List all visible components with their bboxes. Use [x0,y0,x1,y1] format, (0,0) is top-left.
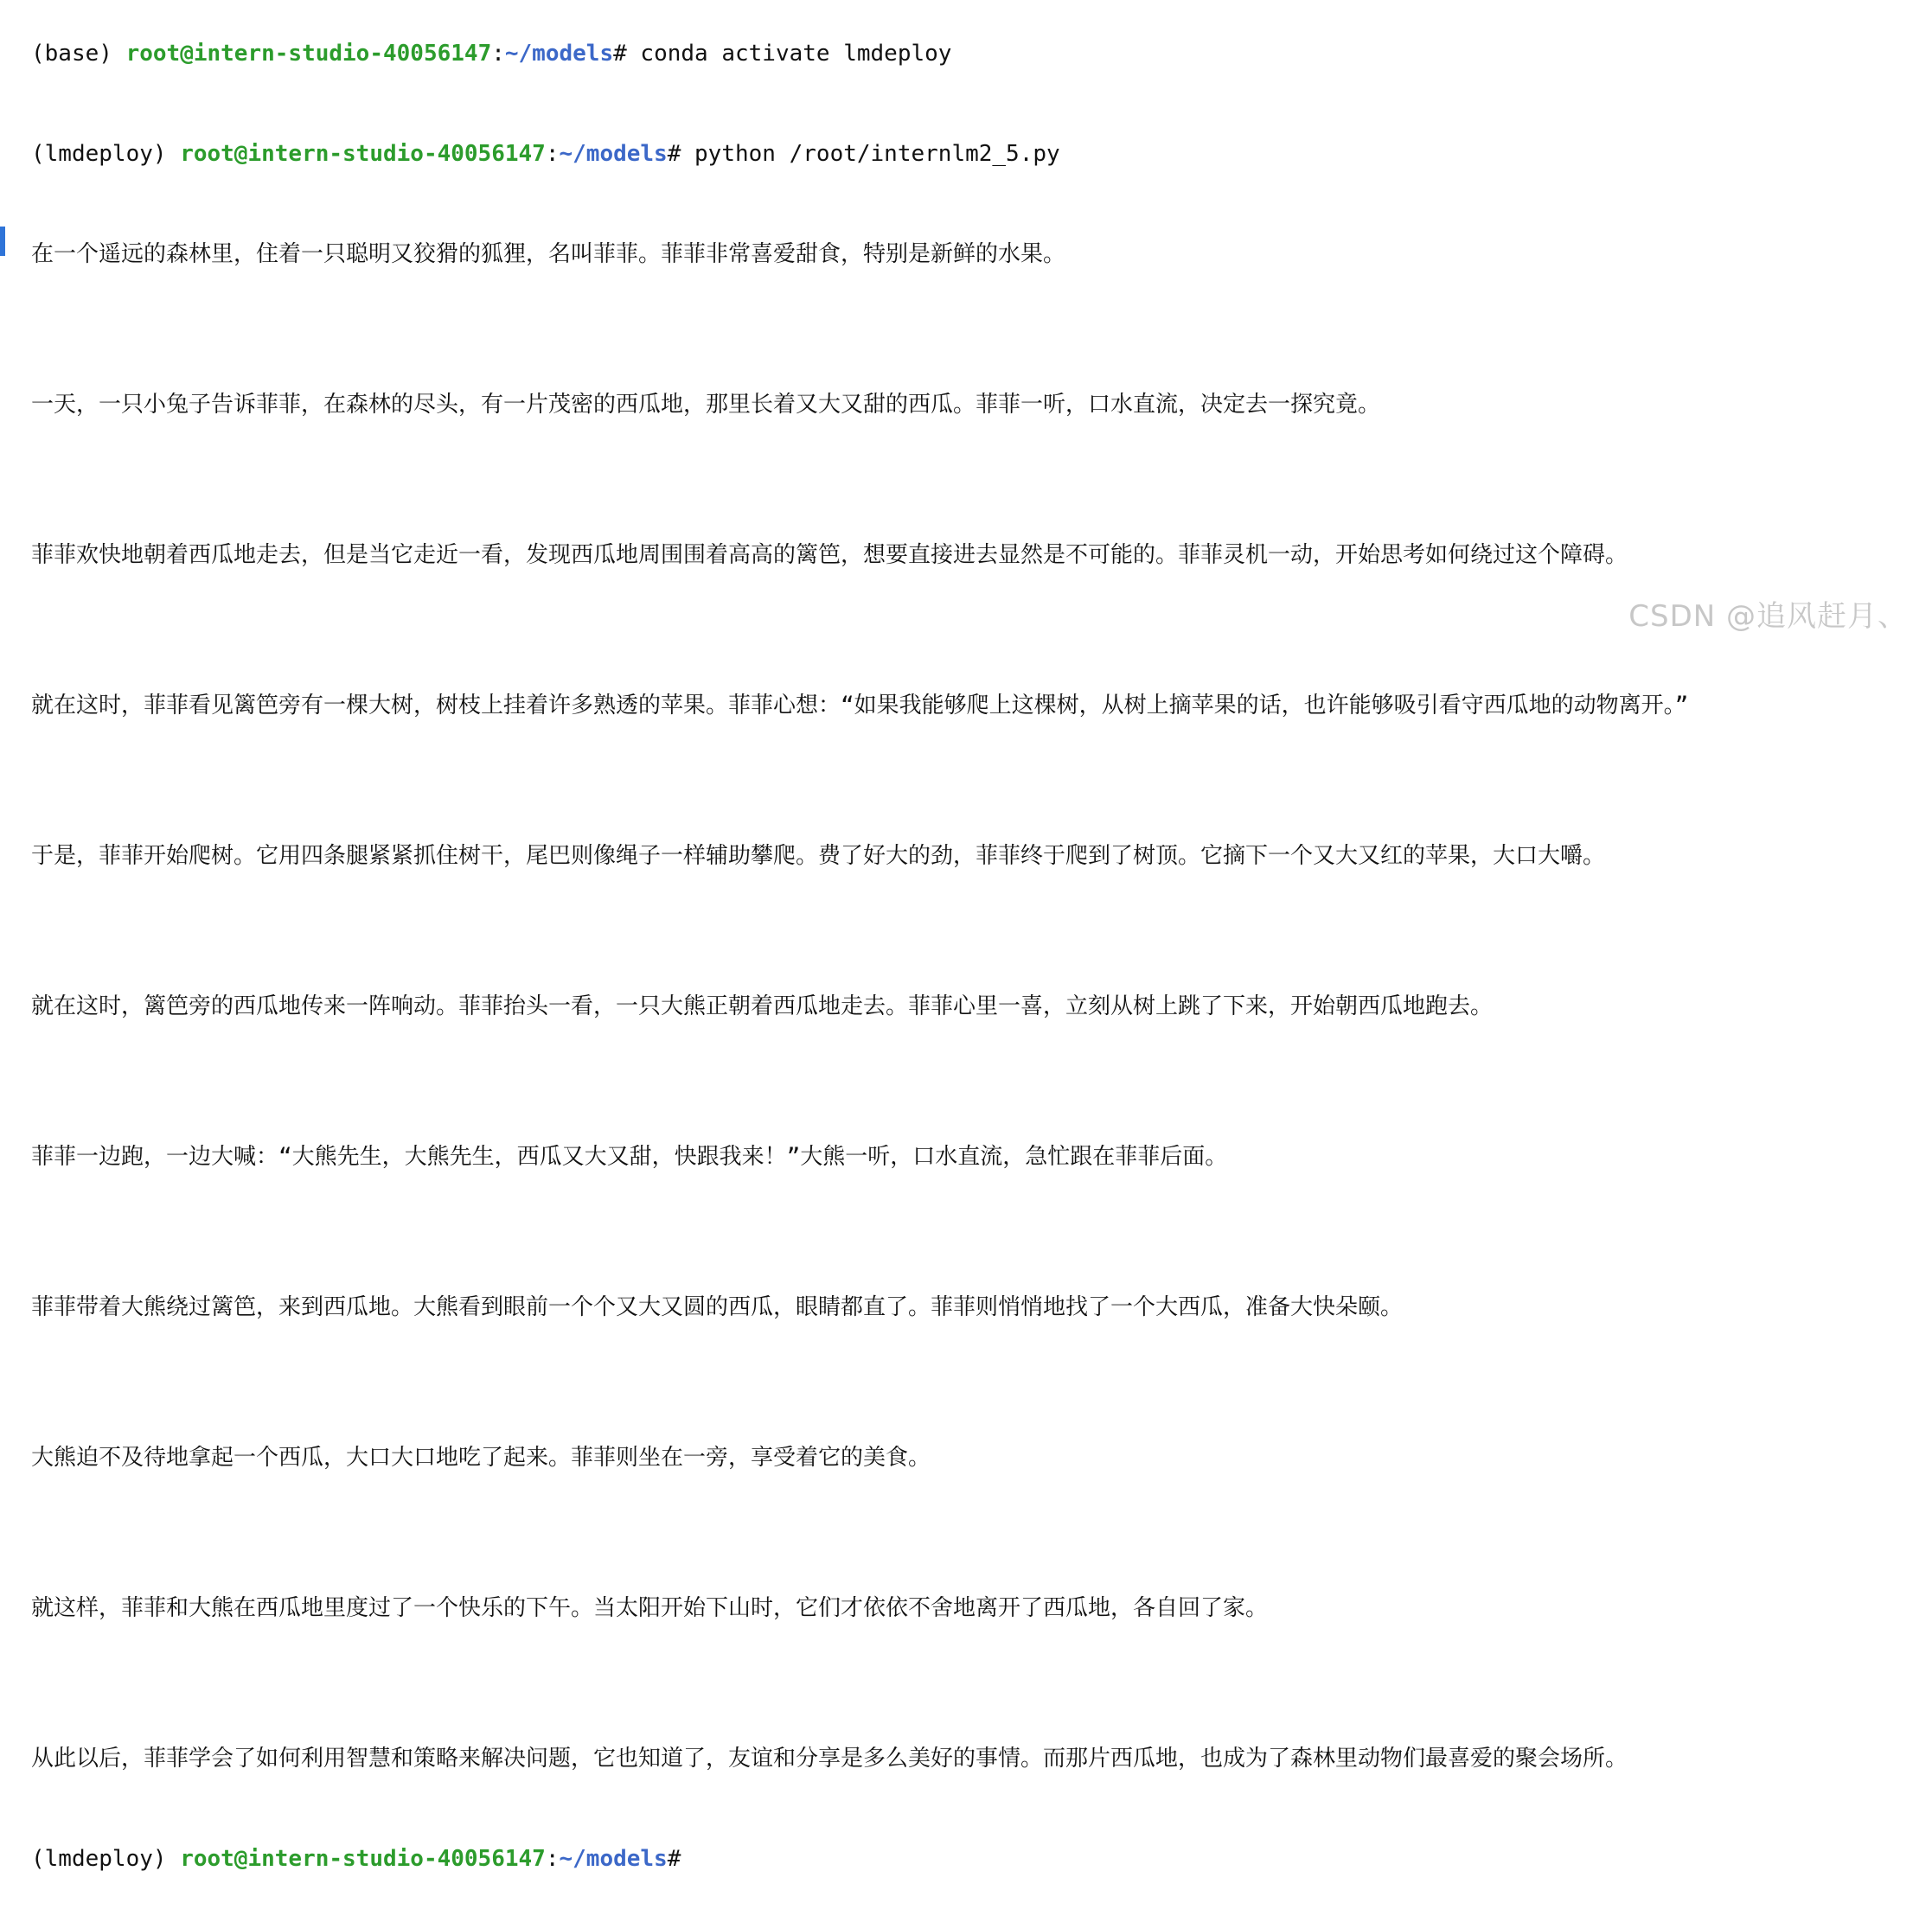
blank-line [31,317,1915,342]
user-host: root@intern-studio-40056147 [180,1846,546,1872]
prompt-symbol: # [667,141,695,167]
env-label: (base) [31,41,126,67]
user-host: root@intern-studio-40056147 [125,41,492,67]
blank-line [31,1370,1915,1395]
story-paragraph: 就这样，菲菲和大熊在西瓜地里度过了一个快乐的下午。当太阳开始下山时，它们才依依不舍地离开了西瓜地，各自回了家。 [31,1595,1269,1621]
story-paragraph: 从此以后，菲菲学会了如何利用智慧和策略来解决问题，它也知道了，友谊和分享是多么美好的事情。而那片西瓜地，也成为了森林里动物们最喜爱的聚会场所。 [31,1746,1628,1772]
terminal-output [31,0,1915,1922]
prompt-line-python [31,142,1915,167]
current-path: ~/models [559,1846,668,1872]
blank-line [31,1671,1915,1696]
prompt-symbol: # [667,1846,681,1872]
prompt-line-conda-activate [31,42,1915,67]
story-paragraph: 菲菲带着大熊绕过篱笆，来到西瓜地。大熊看到眼前一个个又大又圆的西瓜，眼睛都直了。菲菲则悄悄地找了一个大西瓜，准备大快朵颐。 [31,1294,1404,1320]
blank-line [31,468,1915,493]
command-text: conda activate lmdeploy [640,41,952,67]
story-paragraph: 就在这时，菲菲看见篱笆旁有一棵大树，树枝上挂着许多熟透的苹果。菲菲心想：“如果我能够爬上这棵树，从树上摘苹果的话，也许能够吸引看守西瓜地的动物离开。” [31,693,1689,718]
story-paragraph: 就在这时，篱笆旁的西瓜地传来一阵响动。菲菲抬头一看，一只大熊正朝着西瓜地走去。菲菲心里一喜，立刻从树上跳了下来，开始朝西瓜地跑去。 [31,993,1494,1019]
story-paragraph: 菲菲一边跑，一边大喊：“大熊先生，大熊先生，西瓜又大又甜，快跟我来！”大熊一听，口水直流，急忙跟在菲菲后面。 [31,1144,1228,1170]
blank-line [31,1220,1915,1245]
blank-line [31,1521,1915,1546]
story-paragraph: 在一个遥远的森林里，住着一只聪明又狡猾的狐狸，名叫菲菲。菲菲非常喜爱甜食，特别是新鲜的水果。 [31,241,1066,267]
story-paragraph: 一天，一只小兔子告诉菲菲，在森林的尽头，有一片茂密的西瓜地，那里长着又大又甜的西瓜。菲菲一听，口水直流，决定去一探究竟。 [31,392,1381,418]
prompt-symbol: # [613,41,641,67]
current-path: ~/models [559,141,668,167]
blank-line [31,1070,1915,1095]
story-paragraph: 于是，菲菲开始爬树。它用四条腿紧紧抓住树干，尾巴则像绳子一样辅助攀爬。费了好大的劲，菲菲终于爬到了树顶。它摘下一个又大又红的苹果，大口大嚼。 [31,843,1606,869]
watermark-text: CSDN @追风赶月、 [1628,599,1908,634]
prompt-line-current[interactable] [31,1847,1915,1872]
prompt-separator: : [491,41,505,67]
scroll-position-marker [0,227,5,256]
blank-line [31,919,1915,944]
prompt-separator: : [545,1846,560,1872]
prompt-separator: : [545,141,560,167]
story-paragraph: 菲菲欢快地朝着西瓜地走去，但是当它走近一看，发现西瓜地周围围着高高的篱笆，想要直接进去显然是不可能的。菲菲灵机一动，开始思考如何绕过这个障碍。 [31,542,1628,568]
env-label: (lmdeploy) [31,141,181,167]
blank-line [31,769,1915,794]
user-host: root@intern-studio-40056147 [180,141,546,167]
env-label: (lmdeploy) [31,1846,181,1872]
story-paragraph: 大熊迫不及待地拿起一个西瓜，大口大口地吃了起来。菲菲则坐在一旁，享受着它的美食。 [31,1445,931,1471]
current-path: ~/models [504,41,614,67]
command-text: python /root/internlm2_5.py [694,141,1060,167]
